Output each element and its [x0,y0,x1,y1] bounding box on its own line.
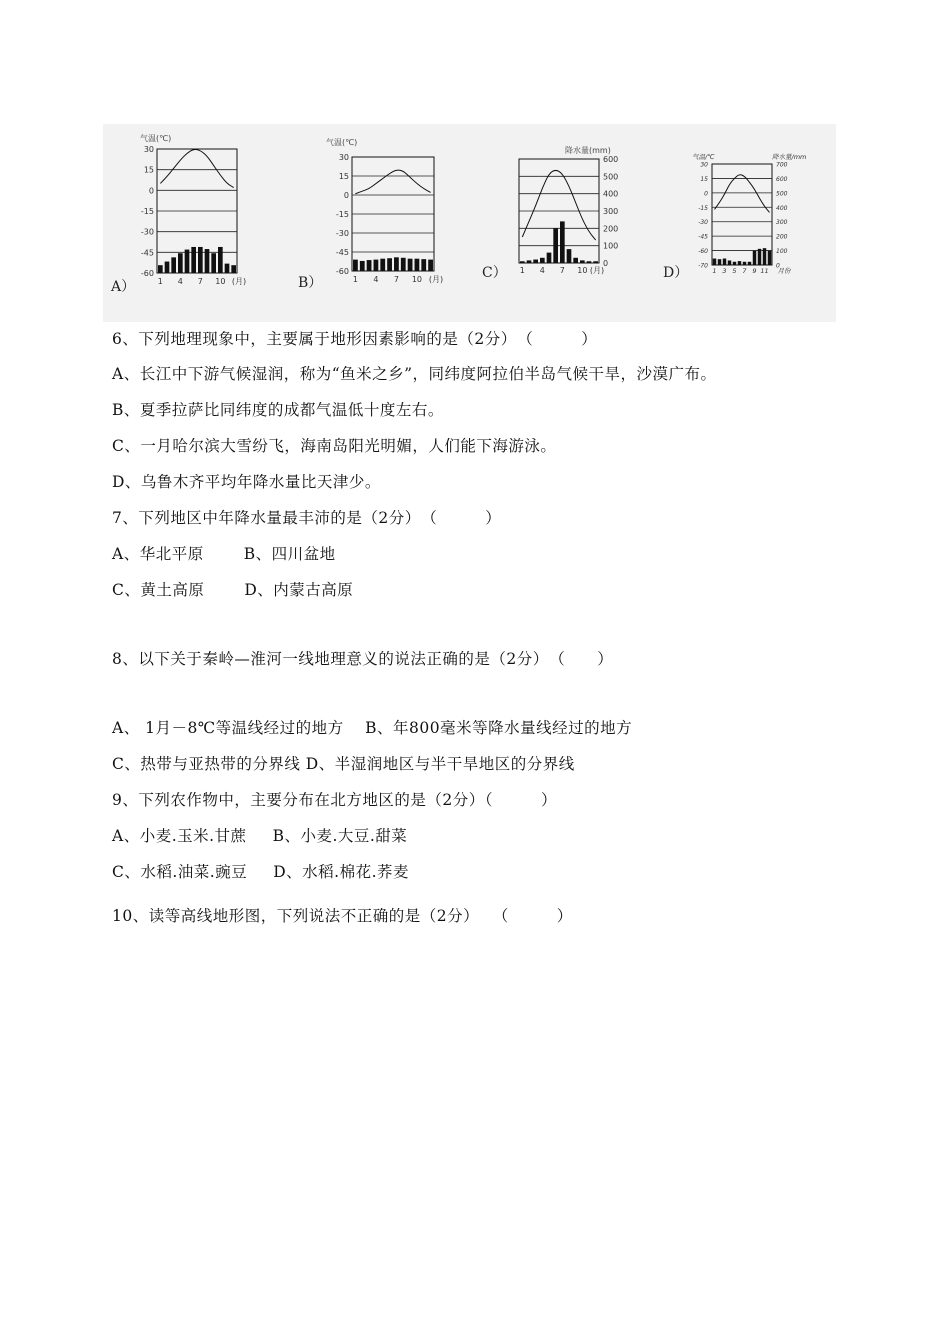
precip-bar [580,260,585,263]
precip-bar [191,247,196,273]
precip-bar [723,259,727,265]
precip-bar [205,249,210,273]
x-tick-label: 4 [373,275,379,284]
precip-bar [225,264,230,273]
precip-bar [185,250,190,273]
question-9-row-1 [112,824,407,846]
y-tick-label: 500 [603,172,619,182]
x-axis-unit: (月) [589,266,605,275]
y-tick-label-right: 400 [776,204,788,212]
y-tick-label: -45 [335,248,349,257]
precip-bar [728,260,732,265]
precip-bar [165,262,170,273]
x-tick-label: 4 [539,266,545,275]
precip-bar [380,259,385,271]
y-tick-label-left: -60 [698,248,708,256]
precip-bar [567,249,572,263]
y-tick-label: 30 [338,153,349,162]
precip-bar [587,261,592,263]
temperature-curve [355,170,430,194]
y-tick-label: 400 [603,189,619,199]
question-9-row-2 [112,860,409,882]
y-tick-label: 300 [603,207,619,216]
climate-chart-b [320,134,455,286]
x-tick-label: 10 [215,277,226,286]
precip-bar [218,247,223,273]
precip-bar [158,265,163,273]
x-tick-label: 7 [559,266,565,275]
x-tick-label: 1 [712,267,717,275]
y-tick-label: -15 [140,207,154,216]
precip-bar [415,259,420,271]
x-axis-unit: 月份 [777,267,791,275]
precip-bar [527,260,532,263]
precip-bar [733,262,737,265]
precip-bar [593,261,598,263]
precip-bar [401,258,406,271]
climate-chart-c [503,142,638,280]
question-10: 10、读等高线地形图，下列说法不正确的是（2分） （ ） [112,907,573,925]
y-tick-label: 200 [603,224,619,234]
precip-bar [520,261,525,263]
precip-bar [421,259,426,271]
y-tick-label-right: 600 [776,175,788,183]
y-tick-label: 0 [603,259,609,268]
question-9-option-c: C、水稻.油菜.豌豆 [112,863,248,881]
y-tick-label-right: 100 [776,248,788,256]
precip-bar [408,259,413,271]
precip-bar [533,260,538,263]
question-7-option-a: A、华北平原 [112,545,204,563]
x-tick-label: 5 [732,267,737,275]
y-tick-label-left: 30 [700,161,708,169]
y-tick-label: -60 [335,267,349,276]
question-7-row-2 [112,578,353,600]
x-tick-label: 11 [760,267,769,275]
question-8-options-ab: A、 1月－8℃等温线经过的地方 B、年800毫米等降水量线经过的地方 [112,719,633,737]
x-axis-unit: (月) [231,277,247,286]
precip-bar [178,253,183,273]
temp-axis-title: 气温(℃) [140,134,172,143]
y-tick-label: -30 [335,229,349,238]
y-tick-label: -15 [335,210,349,219]
x-tick-label: 7 [393,275,399,284]
y-tick-label: 15 [143,165,154,175]
precip-bar [394,257,399,271]
precip-bar [573,258,578,263]
y-tick-label-right: 700 [776,161,788,169]
y-tick-label-right: 0 [776,262,780,270]
precip-bar [738,261,742,265]
question-6-option-d: D、乌鲁木齐平均年降水量比天津少。 [112,473,381,491]
y-tick-label-left: -70 [698,262,708,270]
question-7-row-1 [112,542,336,564]
y-tick-label: 600 [603,155,619,164]
question-9-option-b: B、小麦.大豆.甜菜 [272,827,408,845]
y-tick-label-left: -15 [698,204,708,212]
precip-bar [428,260,433,271]
y-tick-label-right: 300 [776,219,788,227]
question-6-option-a: A、长江中下游气候湿润，称为“鱼米之乡”，同纬度阿拉伯半岛气候干旱，沙漠广布。 [112,365,717,383]
question-7-option-d: D、内蒙古高原 [244,581,354,599]
precip-bar [753,250,757,265]
precip-axis-title: 降水量/mm [772,153,807,161]
precip-bar [553,228,558,263]
y-tick-label-right: 500 [776,190,788,198]
y-tick-label: -45 [140,248,154,258]
x-tick-label: 1 [519,266,525,275]
precip-bar [540,258,545,263]
precip-bar [768,250,772,265]
precip-bar [743,262,747,265]
question-9-option-d: D、水稻.棉花.荞麦 [273,863,410,881]
precip-axis-title: 降水量(mm) [565,146,611,155]
y-tick-label: 0 [343,191,349,200]
option-c-label: C） [482,265,507,281]
climate-chart-d [688,150,816,275]
climate-chart-a [130,130,270,290]
y-tick-label: 0 [148,186,154,196]
question-6-option-b: B、夏季拉萨比同纬度的成都气温低十度左右。 [112,401,444,419]
option-a-label: A） [111,279,136,295]
y-tick-label-right: 200 [776,233,788,241]
precip-bar [713,259,717,265]
y-tick-label-left: 0 [704,190,708,198]
x-tick-label: 1 [352,275,358,284]
question-9-option-a: A、小麦.玉米.甘蔗 [112,827,247,845]
question-6-option-c: C、一月哈尔滨大雪纷飞，海南岛阳光明媚，人们能下海游泳。 [112,437,557,455]
y-tick-label: 100 [603,241,619,251]
question-6: 6、下列地理现象中，主要属于地形因素影响的是（2分） （ ） [112,330,598,348]
temperature-curve [715,175,770,213]
question-9: 9、下列农作物中，主要分布在北方地区的是（2分）（ ） [112,791,557,809]
y-tick-label: 15 [338,172,349,181]
precip-bar [718,259,722,265]
x-tick-label: 9 [752,267,757,275]
x-tick-label: 1 [157,277,163,286]
x-axis-unit: (月) [428,275,444,284]
precip-bar [231,265,236,273]
option-b-label: B） [298,275,323,291]
x-tick-label: 10 [411,275,423,284]
question-7: 7、下列地区中年降水量最丰沛的是（2分） （ ） [112,509,502,527]
x-tick-label: 4 [177,277,183,286]
y-tick-label: -60 [140,269,154,278]
y-tick-label-left: 15 [700,175,708,183]
x-tick-label: 7 [197,277,203,286]
y-tick-label-left: -30 [698,219,708,227]
precip-bar [171,257,176,273]
question-7-option-c: C、黄土高原 [112,581,205,599]
precip-bar [763,248,767,265]
precip-bar [353,260,358,271]
option-d-label: D） [663,265,689,281]
precip-bar [758,249,762,265]
x-tick-label: 3 [722,267,727,275]
precip-bar [748,262,752,265]
precip-bar [360,261,365,271]
precip-bar [560,221,565,263]
question-8: 8、以下关于秦岭—淮河一线地理意义的说法正确的是（2分） （ ） [112,650,614,668]
precip-bar [374,260,379,271]
temp-axis-title: 气温/℃ [692,153,715,161]
precip-bar [367,260,372,271]
precip-bar [387,258,392,271]
precip-bar [547,253,552,263]
temperature-curve [522,170,595,240]
x-tick-label: 10 [577,266,588,275]
precip-bar [211,253,216,273]
question-7-option-b: B、四川盆地 [243,545,336,563]
precip-bar [198,247,203,273]
y-tick-label: -30 [140,227,154,237]
question-8-options-cd: C、热带与亚热带的分界线 D、半湿润地区与半干旱地区的分界线 [112,755,575,773]
x-tick-label: 7 [742,267,747,275]
y-tick-label-left: -45 [698,233,708,241]
temp-axis-title: 气温(℃) [326,138,358,147]
y-tick-label: 30 [143,145,154,154]
temperature-curve [160,150,233,188]
